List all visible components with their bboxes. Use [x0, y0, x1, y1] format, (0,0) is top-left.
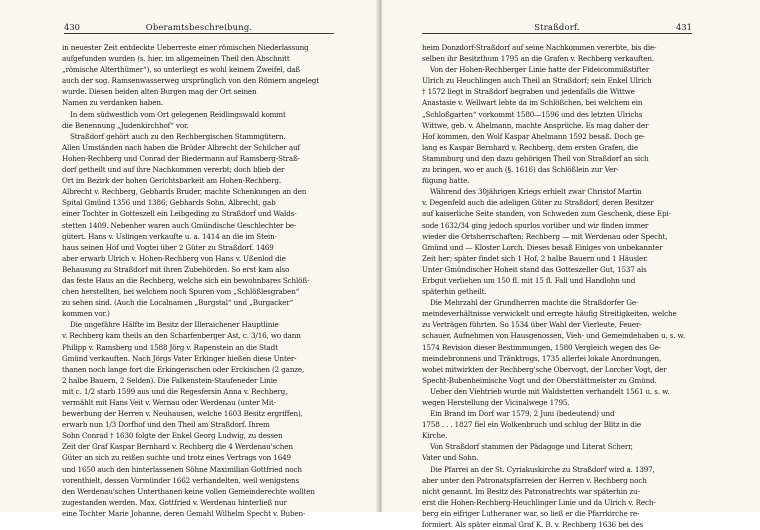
text-line: sode 1632/34 ging jedoch spurlos vorüber und wir finden immer [422, 220, 649, 230]
text-line: aber erwarb Ulrich v. Hohen-Rechberg von Hans v. Ußenlod die [62, 253, 286, 263]
text-line: thanen noch lange fort die Erkingerischen oder Erckischen (2 ganze, [62, 364, 305, 374]
text-line: Ort im Bezirk der hohen Gerichtsbarkeit am Hohen-Rechberg. [62, 176, 282, 186]
text-line: † 1572 liegt in Straßdorf begraben und jedenfalls die Wittwe [422, 87, 635, 97]
text-line: mit c. 1/2 starb 1599 aus und die Regesfersin Anna v. Rechberg, [62, 386, 288, 396]
body-text [62, 42, 334, 519]
right-page [382, 0, 760, 530]
body-text [422, 42, 694, 530]
text-line: zugestanden werden. Max. Gottfried v. Werdenau hinterließ nur [62, 497, 287, 507]
text-line: wegen Herstellung der Vicinalwege 1795. [422, 398, 570, 407]
text-line: erwarb nun 1/3 Dorfhof und den Theil am Straßdorf. Ihrem [62, 420, 270, 430]
text-line: Die Pfarrei an der St. Cyriakuskirche zu Straßdorf wird a. 1397, [430, 464, 655, 474]
text-line: Gmünd verkauften. Nach Jörgs Vater Erkinger hießen diese Unter- [62, 353, 297, 363]
text-line: eine Tochter Marie Johanne, deren Gemahl Wilhelm Specht v. Buben- [62, 508, 306, 518]
text-line: in neuester Zeit entdeckte Ueberreste einer römischen Niederlassung [62, 43, 309, 52]
text-line: fügung hatte. [422, 176, 470, 186]
text-line: kommen vor.) [62, 309, 110, 319]
text-line: formiert. Als später einmal Graf K. B. v. Rechberg 1636 bei des [422, 520, 644, 530]
text-line: Namen zu verdanken haben. [62, 98, 163, 108]
running-title: Straßdorf. [534, 22, 580, 32]
text-line: das feste Haus an die Rechberg, welche sich ein bewohnbares Schlöß- [62, 275, 310, 285]
text-line: späterhin getheilt. [422, 287, 487, 297]
text-line: Ein Brand im Dorf war 1579, 2 Juni (bedeutend) und [430, 409, 615, 419]
text-line: Wittwe, geb. v. Ahelmann, machte Ansprüche. Es mag daher der [422, 120, 649, 130]
text-line: Ueber den Viehtrieb wurde mit Waldstetten verhandelt 1561 u. s. w. [430, 386, 670, 396]
text-line: einer Tochter in Gotteszell ein Leibgeding zu Straßdorf und Walds- [62, 209, 297, 219]
text-line: Die ungefähre Hälfte im Besitz der Illeraichener Hauptlinie [70, 320, 279, 330]
text-line: bewerbung der Herren v. Neuhausen, welche 1603 Besitz ergriffen), [62, 409, 303, 419]
text-line: aber unter den Patronatspfarreien der Herren v. Rechberg noch [422, 475, 647, 485]
text-line: den Werdenau'schen Unterthanen keine vollen Gemeinderechte wollten [62, 486, 315, 496]
text-line: meindebronnens und Tränktrogs, 1735 allerlei lokale Anordnungen, [422, 353, 662, 363]
text-line: chen herstellten, bei welchem noch Spuren vom „Schlößlesgraben“ [62, 287, 300, 297]
text-line: Von der Hohen-Rechberger Linie hatte der Fideicommißstifter [430, 65, 650, 75]
text-line: vorenthielt, dessen Vormünder 1662 verhandelten, weil wenigstens [62, 475, 300, 485]
text-line: zu Verträgen führten. So 1534 über Wahl der Vierleute, Feuer- [422, 320, 642, 330]
text-line: stetten 1409. Nebenher waren auch Gmündische Geschlechter be- [62, 220, 297, 230]
text-line: Die Mehrzahl der Grundherren machte die Straßdorfer Ge- [430, 298, 639, 308]
text-line: Spital Gmünd 1356 und 1386; Gebhards Sohn, Albrecht, gab [62, 198, 276, 208]
header-rule [422, 33, 692, 34]
text-line: „römische Alterthümer“), so unterliegt es wohl keinem Zweifel, daß [62, 65, 301, 75]
text-line: Albrecht v. Rechberg, Gebhards Bruder, machte Schenkungen an den [62, 187, 307, 197]
text-line: die Benennung „Judenkirchhof“ vor. [62, 120, 189, 130]
text-line: heim Donzdorf-Straßdorf auf seine Nachkommen vererbte, bis die- [422, 43, 657, 52]
text-line: Gmünd und — Kloster Lorch. Dieses besaß Einiges von unbekannter [422, 242, 663, 252]
page-number: 431 [676, 22, 692, 32]
text-line: selben ihr Besitzthum 1795 an die Grafen v. Rechberg verkauften. [422, 54, 655, 64]
text-line: Sohn Conrad † 1630 folgte der Enkel Georg Ludwig, zu dessen [62, 431, 283, 441]
text-line: Allen Umständen nach haben die Brüder Albrecht der Schilcher auf [62, 142, 300, 152]
text-line: wobei mitwirkten der Rechberg'sche Obervogt, der Lorcher Vogt, der [422, 364, 667, 374]
text-line: v. Rechberg kam theils an den Scharfenberger Ast, c. 3/16, wo dann [62, 331, 301, 341]
text-line: aufgefunden wurden (s. hier. im allgemeinen Theil den Abschnitt [62, 54, 290, 64]
text-line: Zeit her; später findet sich 1 Hof, 2 halbe Bauern und 1 Häusler. [422, 253, 648, 263]
text-line: Vater und Sohn. [422, 453, 479, 463]
text-line: dorf getheilt und auf ihre Nachkommen vererbt; doch blieb der [62, 165, 285, 175]
page-number: 430 [64, 22, 80, 32]
text-line: 1574 Revision dieser Bestimmungen, 1580 Vergleich wegen des Ge- [422, 342, 662, 352]
text-line: Hohen-Rechberg und Conrad der Biedermann auf Ramsberg-Straß- [62, 153, 300, 163]
text-line: zu bringen, wo er auch (§. 1616) das Schlößlein zur Ver- [422, 165, 619, 175]
text-line: Zeit der Graf Kaspar Bernhard v. Rechberg die 4 Werdenau'schen [62, 442, 293, 452]
text-line: 2 halbe Bauern, 2 Selden). Die Falkenstein-Staufeneder Linie [62, 375, 277, 385]
text-line: schauer, Aufnehmen von Hausgenossen, Vieh- und Gemeindehaben u. s. w. [422, 331, 685, 341]
text-line: nicht genannt. Im Besitz des Patronatrechts war späterhin zu- [422, 486, 640, 496]
text-line: Anastasie v. Wellwart lebte da im Schlößchen, bei welchem ein [422, 98, 643, 108]
text-line: gütert. Hans v. Uslingen verkaufte u. a. 1414 an die im Stein- [62, 231, 277, 241]
text-line: In dem südwestlich vom Ort gelegenen Reidlingswald kommt [70, 109, 286, 119]
left-page [0, 0, 378, 518]
text-line: Hof kommen, den Wolf Kaspar Ahelmann 1592 besaß. Doch ge- [422, 131, 646, 141]
text-line: Philipp v. Ramsberg und 1588 Jörg v. Rapenstein an die Stadt [62, 342, 278, 352]
text-line: Von Straßdorf stammen der Pädagoge und Literat Scherr, [430, 442, 633, 452]
text-line: wieder die Ortsherrschaften: Rechberg — mit Werdenau oder Specht, [422, 231, 668, 241]
text-line: berg ein eifriger Lutheraner war, so ließ er die Pfarrkirche re- [422, 508, 640, 518]
text-line: auf kaiserliche Seite standen, von Schweden zum Geschenk, diese Epi- [422, 209, 671, 219]
text-line: Unter Gmündischer Hoheit stand das Gotteszeller Gut, 1537 als [422, 264, 647, 274]
text-line: wurde. Diesen beiden alten Burgen mag der Ort seinen [62, 87, 257, 97]
text-line: Stammburg und den dazu gehörigen Theil von Straßdorf an sich [422, 153, 649, 163]
text-line: Straßdorf gehört auch zu den Rechbergischen Stammgütern. [70, 131, 286, 141]
text-line: Erbgut verliehen um 150 fl. mit 15 fl. Fall und Handlohn und [422, 275, 636, 285]
text-line: auch der sog. Ramsenwasserweg ursprünglich von den Römern angelegt [62, 76, 319, 86]
text-line: lang es Kaspar Bernhard v. Rechberg, dem ersten Grafen, die [422, 142, 638, 152]
text-line: Behausung zu Straßdorf mit ihren Zubehörden. So erst kam also [62, 264, 290, 274]
text-line: zu sehen sind. (Auch die Localnamen „Burgstal“ und „Burgacker“ [62, 298, 294, 308]
text-line: vermählt mit Hans Veit v. Wernau oder Werdenau (unter Mit- [62, 398, 277, 407]
text-line: Güter an sich zu reißen suchte und trotz eines Vertrags von 1649 [62, 453, 291, 463]
text-line: meindeverhältnisse verwickelt und erregte häufig Streitigkeiten, welche [422, 309, 677, 319]
text-line: Ulrich zu Heuchlingen auch Theil an Straßdorf; sein Enkel Ulrich [422, 76, 652, 86]
text-line: erst die Hohen-Rechberg-Heuchlinger Linie und da Ulrich v. Rech- [422, 497, 656, 507]
text-line: haus seinen Hof und Vogtei über 2 Güter zu Straßdorf. 1469 [62, 242, 274, 252]
running-title: Oberamtsbeschreibung. [145, 22, 253, 32]
text-line: „Schloßgarten“ vorkommt 1580—1596 und des letzten Ulrichs [422, 109, 643, 119]
text-line: v. Degenfeld auch die adeligen Güter zu Straßdorf, deren Besitzer [422, 198, 654, 208]
text-line: 1758 . . . 1827 fiel ein Wolkenbruch und schlug der Blitz in die [422, 420, 641, 430]
text-line: Während des 30jährigen Kriegs erhielt zwar Christof Martin [430, 187, 642, 197]
text-line: Kirche. [422, 431, 448, 441]
header-rule [64, 33, 334, 34]
text-line: und 1650 auch den hinterlassenen Söhne Maximilian Gottfried noch [62, 464, 302, 474]
text-line: Specht-Bubenheimische Vogt und der Oberstättmeister zu Gmünd. [422, 375, 657, 385]
